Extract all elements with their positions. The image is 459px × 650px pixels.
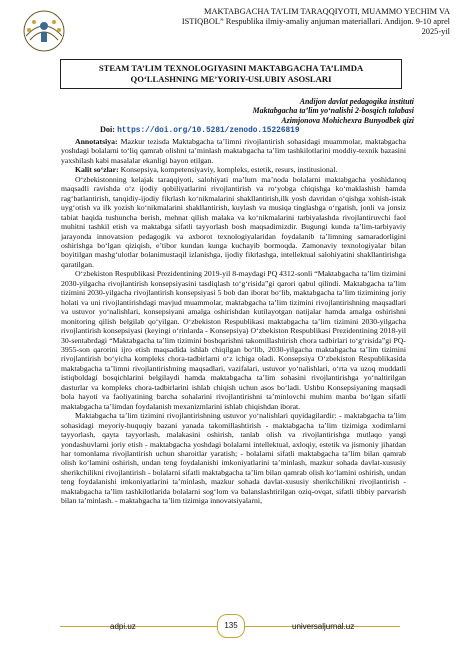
conference-logo-icon [12, 6, 76, 56]
doi-link[interactable]: https://doi.org/10.5281/zenodo.15226819 [117, 127, 300, 135]
program: Maktabgacha ta’lim yo‘nalishi 2-bosqich talabasi [252, 106, 414, 116]
footer-site-left[interactable]: adpi.uz [110, 622, 136, 631]
page-number: 135 [217, 614, 245, 638]
page-footer [0, 614, 459, 644]
abstract: Annotatsiya: Mazkur tezisda Maktabgacha ta’limni rivojlantirish sohasidagi muammolar, maktabgacha yoshdagi bolalarni to‘liq qamrab olishni ta’minlash maktabgacha ta’lim tashkilotlarini moddiy-texnik bazasini yaxshilash kabi masalalar ekanligi bayon etilgan. [61, 137, 406, 165]
conference-title: MAKTABGACHA TA’LIM TARAQQIYOTI, MUAMMO YECHIM VA ISTIQBOL” Respublika ilmiy-amaliy anjuman materiallari. Andijon. 9-10 aprel 2025-yil [181, 7, 450, 37]
article-body [61, 137, 406, 506]
abstract-label: Annotatsiya: [75, 137, 118, 146]
author-affiliation [84, 97, 414, 125]
page-header [10, 6, 450, 58]
paragraph-3: Maktabgacha ta’lim tizimini rivojlantirishning ustuvor yo‘nalishlari quyidagilardir: - maktabgacha ta’lim sohasidagi meyoriy-huquqiy bazani yanada takomillashtirish - maktabgacha ta’lim tizimiga xodimlarni tayyorlash, qayta tayyorlash, malakasini oshirish, tanlab olish va rivojlantirishga mutlaqo yangi yondashuvlarni joriy etish - maktabgacha yoshdagi bolalarni intellektual, axloqiy, estetik va jismoniy jihatdan har tomonlama rivojlantirish uchun sharoitlar yaratish; - bolalarni sifatli maktabgacha ta’lim bilan qamrab olish ko‘lamini oshirish, undan teng foydalanishi imkoniyatlarini ta’minlash, mazkur sohada davlat-xususiy sherikchilikni rivojlantirish - bolalarni sifatli maktabgacha ta’lim bilan qamrab olish ko‘lamini oshirish, undan teng foydalanishi imkoniyatlarini ta’minlash, mazkur sohada davlat-xususiy sherikchilikni rivojlantirish - maktabgacha ta’lim tashkilotlarida bolalarni sog‘lom va balanslashtirilgan oziq-ovqat, sifatli tibbiy parvarish bilan ta’minlash. - maktabgacha ta’lim tizimiga innovatsiyalarni, [61, 411, 406, 506]
paragraph-1: O‘zbekistonning kelajak taraqqiyoti, salohiyati ma’lum ma’noda bolalarni maktabgacha yoshidanoq maqsadli ravishda o‘z ijodiy qobiliyatlarini rivojlantirish va ro‘yobga chiqishga ko‘maklashish hamda rag‘batlantirish, tanqidiy-ijodiy fikrlash ko‘nikmalarini shakllantirish,ilk yosh davridan o‘qishga xohish-istak uyg‘otish va ilk yozish ko‘nikmalarini shakllantirish, kuylash va musiqa tinglashga o‘rgatish, jonli va jonsiz tabiat haqida tushuncha berish, mehnat qilish malaka va ko‘nikmalarini tarbiyalashda rivojlantiruvchi faol muhitni tashkil etish va maktabga sifatli tayyorlash bosh maqsadimizdir. Bugungi kunda ta’lim-tarbiyaviy jarayonda innovatsion pedagogik va axborot texnologiyalaridan foydalanib ta’limning samaradorligini oshirishga bo‘lgan qiziqish, e’tibor kundan kunga kuchayib bormoqda. Zamonaviy texnologiyalar bilan boyitilgan mashg‘ulotlar bolanimustaqil izlanishga, ijodiy fikrlashga, intellektual salohiyatini shakllantirishga qaratilgan. [61, 174, 406, 269]
article-title: STEAM TA’LIM TEXNOLOGIYASINI MAKTABGACHA TA’LIMDA QO‘LLASHNING ME’YORIY-USLUBIY ASOSLARI [60, 59, 402, 89]
keywords: Kalit so‘zlar: Konsepsiya, kompetensiyaviy, kompleks, estetik, resurs, institusional. [75, 165, 338, 175]
keywords-label: Kalit so‘zlar: [75, 165, 119, 175]
institution: Andijon davlat pedagogika instituti [299, 97, 414, 106]
doi-line [100, 125, 300, 135]
doi-label: Doi: [100, 125, 116, 134]
footer-site-right[interactable]: universaljurnal.uz [292, 622, 355, 631]
author-name: Azimjonova Mohichexra Bunyodbek qizi [281, 115, 414, 125]
paragraph-2: O‘zbekiston Respublikasi Prezidentining 2019-yil 8-maydagi PQ 4312-sonli “Maktabgacha ta’lim tizimini 2030-yilgacha rivojlantirish konsepsiyasini tasdiqlash to‘g‘risida”gi qarori qabul qilindi. Maktabgacha ta’lim tizimini 2030-yilgacha rivojlantirish konsepsiyasi 5 bob dan iborat bo‘lib, maktabgacha ta’lim tizimining joriy holati va uni rivojlantirishdagi mavjud muammolar, maktabgacha ta’lim tizimini rivojlantirishning maqsadlari va ustuvor yo‘nalishlari, konsepsiyani amalga oshirishdan kutilayotgan natijalar hamda amalga oshirishni monitoring qilish belgilab qo‘yilgan. O‘zbekiston Respublikasi maktabgacha ta’lim tizimini 2030-yilgacha rivojlantirish konsepsiyasi (keyingi o‘rinlarda - Konsepsiya) O‘zbekiston Respublikasi Prezidentining 2018-yil 30-sentabrdagi “Maktabgacha ta’lim tizimini boshqarishni takomillashtirish chora tadbirlari to‘g‘risida”gi PQ-3955-son qarorini ijro etish maqsadida ishlab chiqilgan bo‘lib, 2030-yilgacha maktabgacha ta’lim tizimini rivojlantirish bo‘yicha kompleks chora-tadbirlarni o‘z ichiga oladi. Konsepsiya O‘zbekiston Respublikasida maktabgacha ta’limni rivojlantirishning maqsadlari, vazifalari, ustuvor yo‘nalishlari, o‘rta va uzoq muddatli istiqboldagi bosqichlarini belgilaydi hamda maktabgacha ta’lim sohasini rivojlantirishga yo‘naltirilgan dasturlar va kompleks chora-tadbirlarini ishlab chiqish uchun asos bo‘ladi. Ushbu Konsepsiyaning maqsadi bola hayoti va faoliyatining barcha sohalarini rivojlantirishni ta’minlovchi muhim manba bo‘lgan sifatli maktabgacha ta’limdan foydalanish mexanizmlarini ishlab chiqishdan iborat. [61, 269, 406, 411]
footer-rule-left [60, 626, 217, 627]
